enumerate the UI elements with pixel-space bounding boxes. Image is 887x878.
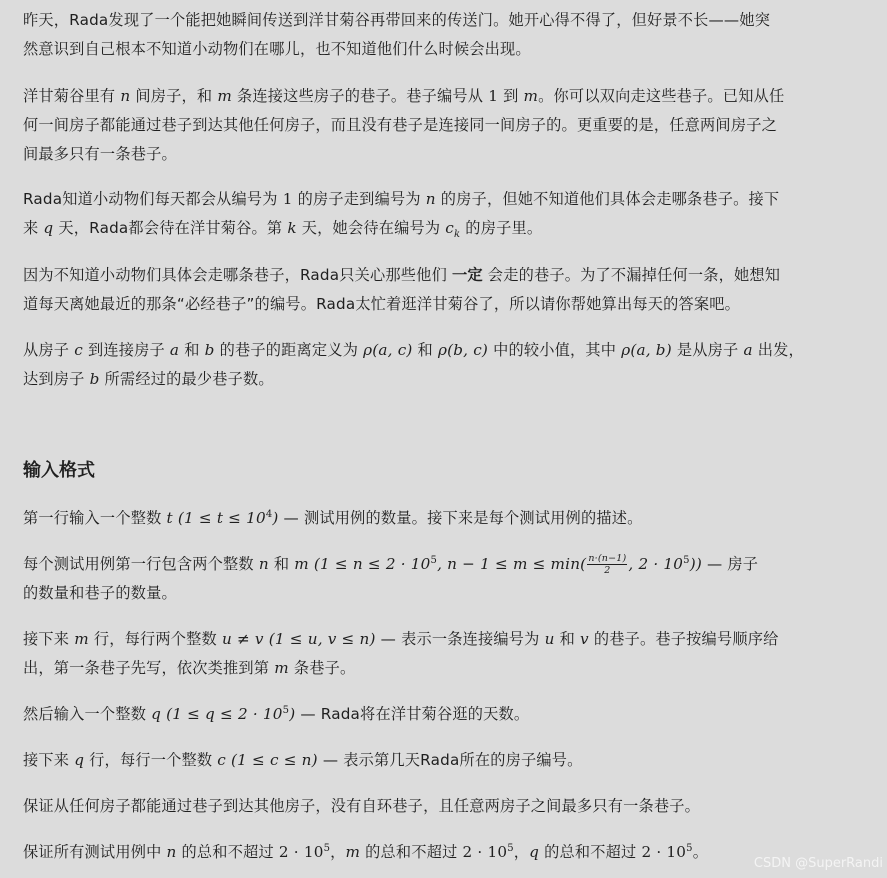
intro-p1-line1: 昨天，Rada发现了一个能把她瞬间传送到洋甘菊谷再带回来的传送门。她开心得不得了，但好景不长——她突 xyxy=(23,11,771,29)
intro-p1-line2: 然意识到自己根本不知道小动物们在哪儿，也不知道他们什么时候会出现。 xyxy=(23,40,531,58)
input-line-4: 然后输入一个整数 q $(1 \le q \le 2 \cdot 10^5)$ — Rada将在洋甘菊谷逛的天数。 xyxy=(23,704,530,723)
csdn-watermark: CSDN @SuperRandi xyxy=(753,856,883,871)
intro-p4-line1: 因为不知道小动物们具体会走哪条巷子，Rada只关心那些他们 一定 会走的巷子。为了不漏掉任何一条，她想知 xyxy=(23,266,781,284)
input-line-7: 保证所有测试用例中 n 的总和不超过 $2 \cdot 10^5$，m 的总和不超过 $2 \cdot 10^5$，q 的总和不超过 $2 \cdot 10^5$。 xyxy=(23,842,709,861)
intro-p2-line3: 间最多只有一条巷子。 xyxy=(23,145,177,163)
fraction-n-n-minus-1-over-2: $\frac{n\cdot(n-1)}{2}$ xyxy=(588,553,627,576)
input-l2-line2: 的数量和巷子的数量。 xyxy=(23,584,177,602)
intro-p3-line1: Rada知道小动物们每天都会从编号为 1 的房子走到编号为 n 的房子，但她不知道他们具体会走哪条巷子。接下 xyxy=(23,190,780,208)
intro-p5-line1: 从房子 c 到连接房子 a 和 b 的巷子的距离定义为 ρ(a, c) 和 ρ(b, c) 中的较小值，其中 ρ(a, b) 是从房子 a 出发， xyxy=(23,341,804,359)
input-l2-line1: 每个测试用例第一行包含两个整数 n 和 m ($1 \le n \le 2 \cdot 10^5$, n − 1 ≤ m ≤ min( $\frac{n\cdot(n-1)}{2}$ , $2 \cdot 10^5$)) — 房子 xyxy=(23,553,759,576)
input-line-6: 保证从任何房子都能通过巷子到达其他房子，没有自环巷子，且任意两房子之间最多只有一条巷子。 xyxy=(23,797,701,815)
intro-p4-line2: 道每天离她最近的那条“必经巷子”的编号。Rada太忙着逛洋甘菊谷了，所以请你帮她算出每天的答案吧。 xyxy=(23,295,741,313)
input-format-heading: 输入格式 xyxy=(23,460,95,481)
intro-paragraph-2 xyxy=(23,82,868,169)
intro-p3-line2: 来 q 天，Rada都会待在洋甘菊谷。第 k 天，她会待在编号为 $c_k$ 的房子里。 xyxy=(23,219,543,241)
input-l3-line1: 接下来 m 行，每行两个整数 u ≠ v (1 ≤ u, v ≤ n) — 表示一条连接编号为 u 和 v 的巷子。巷子按编号顺序给 xyxy=(23,630,779,648)
intro-p2-line1: 洋甘菊谷里有 n 间房子，和 m 条连接这些房子的巷子。巷子编号从 1 到 m。你可以双向走这些巷子。已知从任 xyxy=(23,87,785,105)
intro-paragraph-5 xyxy=(23,336,868,394)
intro-p5-line2: 达到房子 b 所需经过的最少巷子数。 xyxy=(23,370,274,388)
intro-paragraph-4 xyxy=(23,261,868,319)
input-line-3 xyxy=(23,625,868,683)
intro-paragraph-1 xyxy=(23,6,868,64)
input-line-5: 接下来 q 行，每行一个整数 c (1 ≤ c ≤ n) — 表示第几天Rada所在的房子编号。 xyxy=(23,751,583,769)
input-line-2 xyxy=(23,550,868,608)
intro-paragraph-3 xyxy=(23,185,868,243)
intro-p2-line2: 何一间房子都能通过巷子到达其他任何房子，而且没有巷子是连接同一间房子的。更重要的是，任意两间房子之 xyxy=(23,116,777,134)
input-line-1: 第一行输入一个整数 t $(1 \le t \le 10^4)$ — 测试用例的数量。接下来是每个测试用例的描述。 xyxy=(23,508,643,527)
input-l3-line2: 出，第一条巷子先写，依次类推到第 m 条巷子。 xyxy=(23,659,356,677)
